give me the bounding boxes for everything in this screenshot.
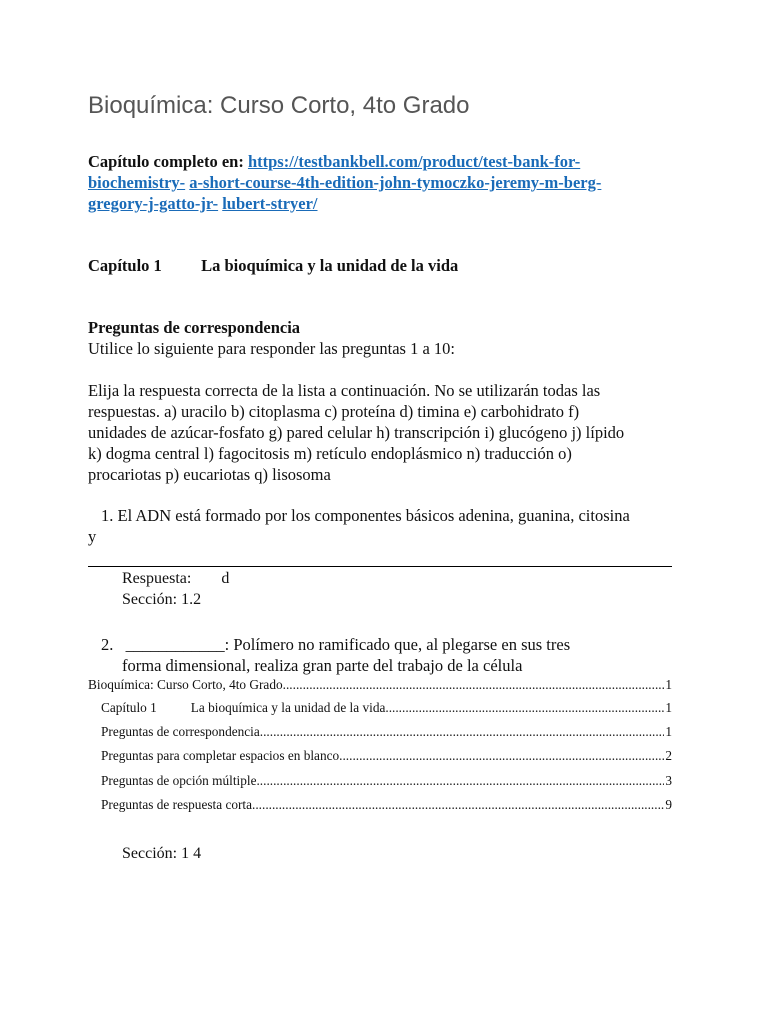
toc-entry[interactable] <box>101 700 672 716</box>
toc-leader <box>385 700 664 716</box>
answer-value: d <box>221 570 230 587</box>
options-line: procariotas p) eucariotas q) lisosoma <box>88 465 331 484</box>
toc-page: 1 <box>665 700 672 715</box>
toc-entry[interactable] <box>101 773 672 789</box>
toc-entry[interactable] <box>101 724 672 740</box>
chapter-link-block <box>88 151 688 214</box>
question-number: 2. <box>101 635 114 654</box>
toc-leader <box>260 724 665 740</box>
toc-page: 9 <box>665 797 672 812</box>
chapter-url-part-4[interactable]: gregory-j-gatto-jr- <box>88 194 219 213</box>
document-title: Bioquímica: Curso Corto, 4to Grado <box>88 92 470 119</box>
question-1 <box>101 505 630 526</box>
section-label: Sección: 1.2 <box>122 591 202 608</box>
toc-label: Preguntas de opción múltiple <box>101 773 257 788</box>
toc-leader <box>256 773 664 789</box>
chapter-heading <box>88 255 458 276</box>
toc-entry[interactable] <box>88 677 672 693</box>
toc-page: 1 <box>665 677 672 692</box>
options-line: respuestas. a) uracilo b) citoplasma c) proteína d) timina e) carbohidrato f) <box>88 402 580 421</box>
question-2-continuation: forma dimensional, realiza gran parte del trabajo de la célula <box>122 656 523 675</box>
toc-label-secondary: La bioquímica y la unidad de la vida <box>190 700 386 715</box>
options-line: Elija la respuesta correcta de la lista a continuación. No se utilizarán todas las <box>88 381 601 400</box>
toc-leader <box>252 797 664 813</box>
toc-label: Bioquímica: Curso Corto, 4to Grado <box>88 677 283 692</box>
answer-label: Respuesta: <box>122 570 192 587</box>
chapter-url-part-2[interactable]: biochemistry- <box>88 173 186 192</box>
chapter-url-part-3[interactable]: a-short-course-4th-edition-john-tymoczko-jeremy-m-berg- <box>189 173 602 192</box>
question-text: ____________: Polímero no ramificado que, al plegarse en sus tres <box>125 635 571 654</box>
toc-label: Capítulo 1 <box>101 700 157 715</box>
section-label: Sección: 1 4 <box>122 845 202 862</box>
chapter-url-part-1[interactable]: https://testbankbell.com/product/test-bank-for- <box>247 152 581 171</box>
options-line: unidades de azúcar-fosfato g) pared celular h) transcripción i) glucógeno j) lípido <box>88 423 625 442</box>
chapter-link-label: Capítulo completo en: <box>88 152 244 171</box>
toc-label: Preguntas de correspondencia <box>101 724 260 739</box>
question-text: El ADN está formado por los componentes básicos adenina, guanina, citosina <box>117 506 630 525</box>
matching-instruction: Utilice lo siguiente para responder las preguntas 1 a 10: <box>88 339 456 358</box>
toc-label: Preguntas para completar espacios en blanco <box>101 748 340 763</box>
question-number: 1. <box>101 506 114 525</box>
toc-page: 2 <box>665 748 672 763</box>
matching-heading: Preguntas de correspondencia <box>88 318 301 337</box>
question-1-continuation: y <box>88 527 97 546</box>
answer-line <box>122 568 229 589</box>
chapter-title: La bioquímica y la unidad de la vida <box>201 256 459 275</box>
toc-leader <box>339 748 664 764</box>
toc-page: 1 <box>665 724 672 739</box>
toc-leader <box>283 677 665 693</box>
answer-divider <box>88 566 672 567</box>
options-line: k) dogma central l) fagocitosis m) retículo endoplásmico n) traducción o) <box>88 444 572 463</box>
chapter-number: Capítulo 1 <box>88 256 162 275</box>
chapter-url-part-5[interactable]: lubert-stryer/ <box>222 194 318 213</box>
options-paragraph <box>88 380 624 485</box>
toc-label: Preguntas de respuesta corta <box>101 797 253 812</box>
toc-entry[interactable] <box>101 797 672 813</box>
toc-entry[interactable] <box>101 748 672 764</box>
question-2 <box>101 634 570 655</box>
toc-page: 3 <box>665 773 672 788</box>
